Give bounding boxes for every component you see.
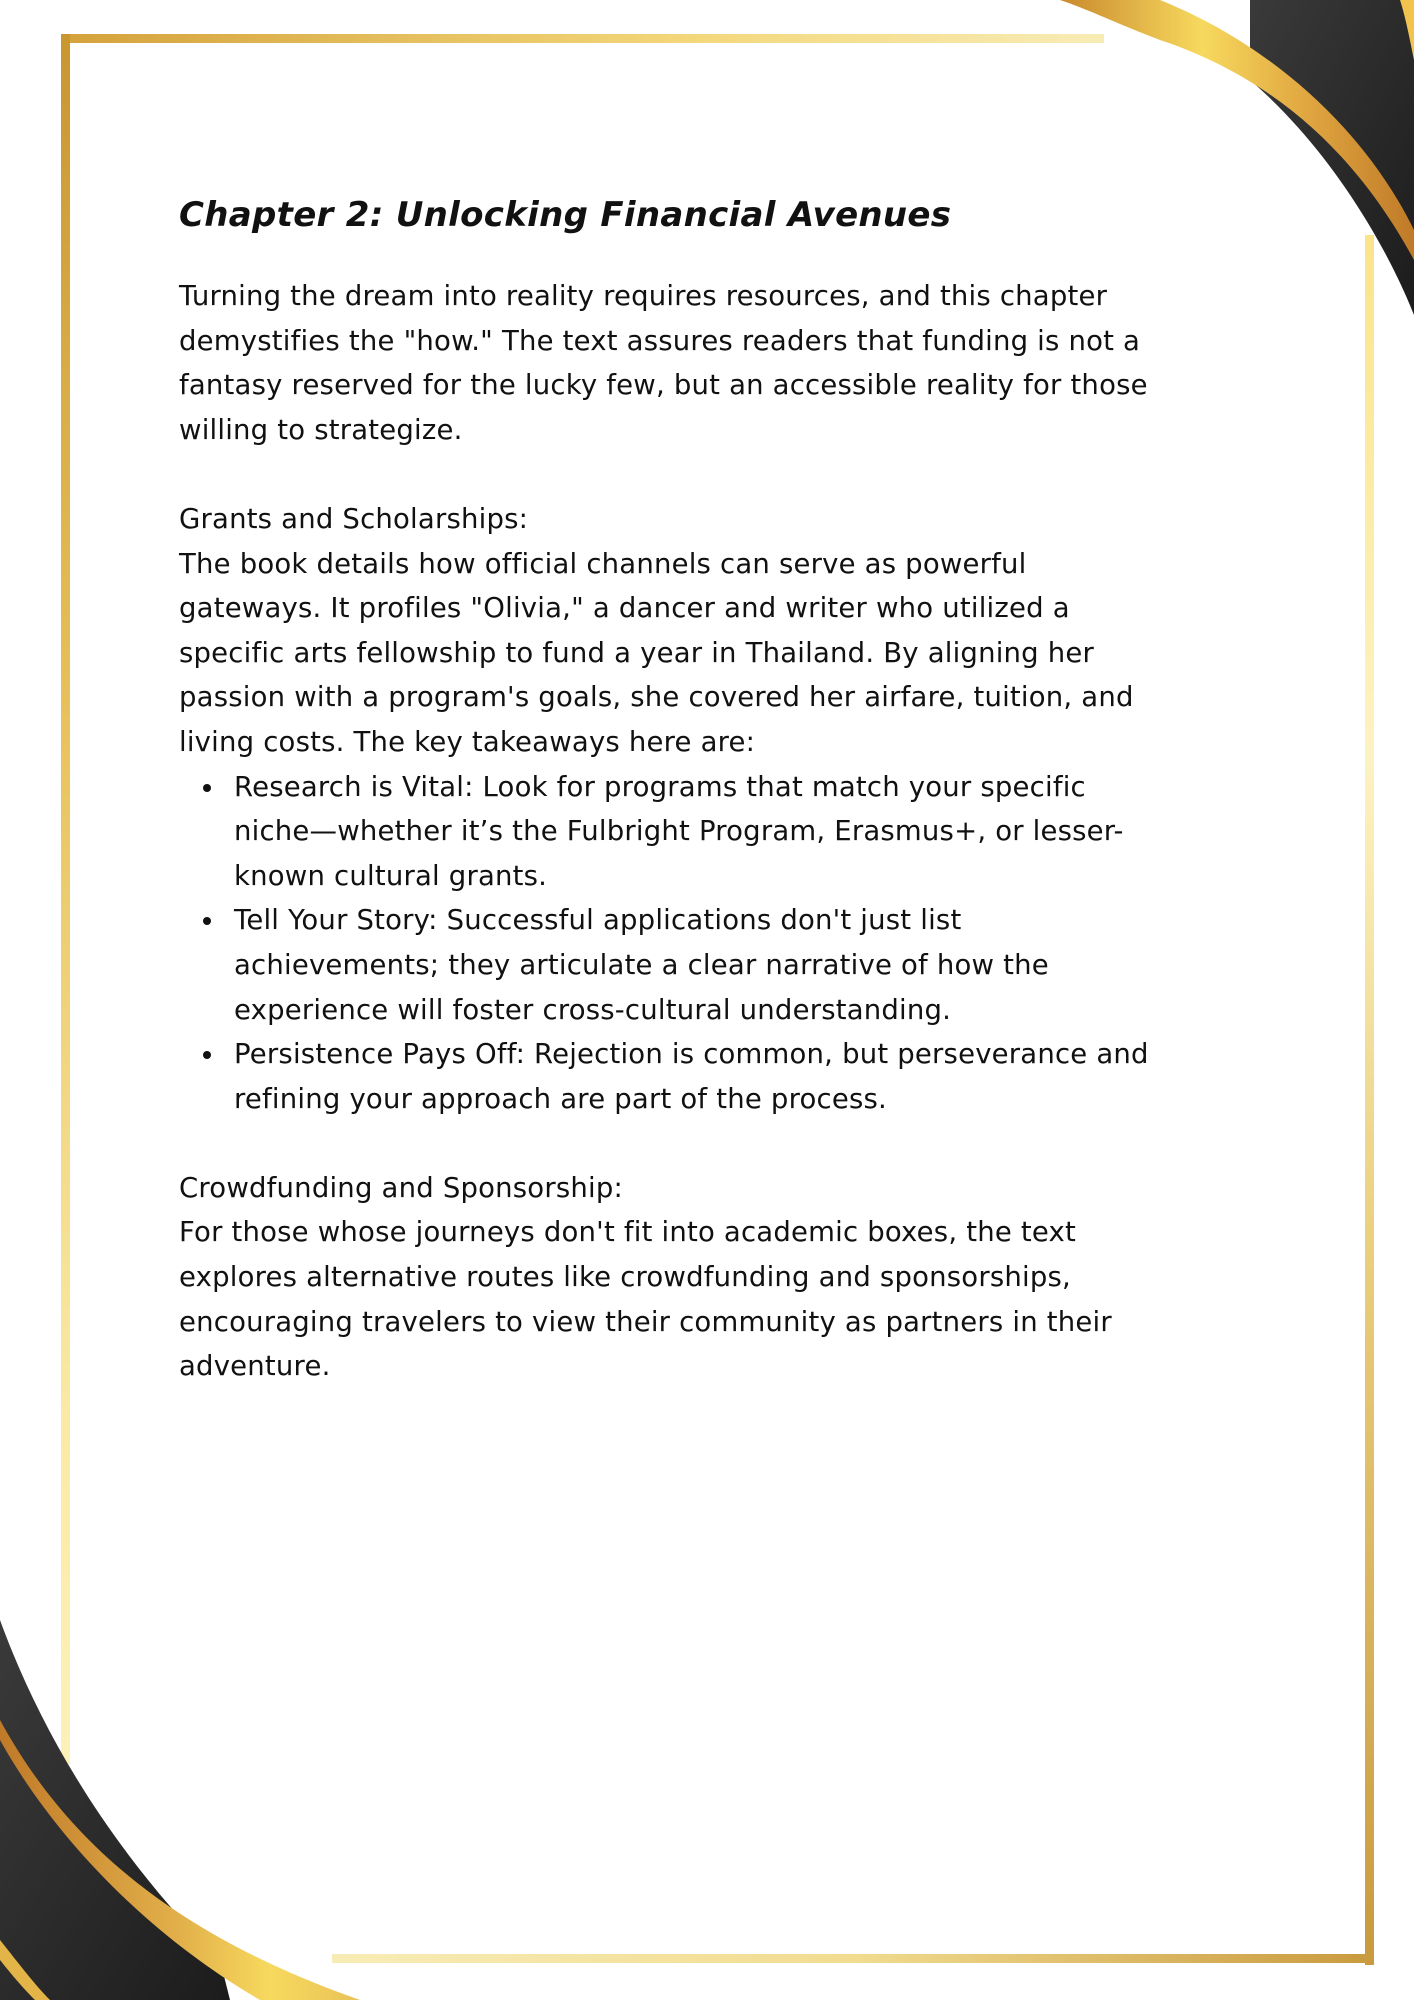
document-body — [179, 190, 1319, 1389]
list-item-line: niche—whether it’s the Fulbright Program, Erasmus+, or lesser- — [234, 815, 1124, 848]
grants-line: passion with a program's goals, she covered her airfare, tuition, and — [179, 681, 1134, 714]
list-item — [179, 898, 1319, 1032]
intro-line: fantasy reserved for the lucky few, but an accessible reality for those — [179, 369, 1148, 402]
list-item — [179, 1032, 1319, 1121]
grants-section — [179, 497, 1319, 1121]
list-item — [179, 765, 1319, 899]
bullet-icon — [203, 1051, 211, 1059]
intro-line: willing to strategize. — [179, 413, 463, 446]
intro-line: demystifies the "how." The text assures readers that funding is not a — [179, 324, 1141, 357]
list-item-line: known cultural grants. — [234, 859, 548, 892]
list-item-line: Tell Your Story: Successful applications don't just list — [234, 904, 962, 937]
frame-top-border — [62, 34, 1104, 43]
bullet-icon — [203, 784, 211, 792]
intro-line: Turning the dream into reality requires resources, and this chapter — [179, 280, 1108, 312]
grants-line: gateways. It profiles "Olivia," a dancer and writer who utilized a — [179, 592, 1070, 625]
list-item-line: experience will foster cross-cultural understanding. — [234, 993, 952, 1026]
intro-paragraph — [179, 274, 1319, 452]
bottom-left-swoosh-decoration — [0, 1600, 420, 2000]
list-item-line: Research is Vital: Look for programs that match your specific — [234, 770, 1086, 803]
list-item-line: refining your approach are part of the process. — [234, 1082, 887, 1115]
frame-bottom-border — [332, 1954, 1374, 1963]
grants-line: specific arts fellowship to fund a year in Thailand. By aligning her — [179, 636, 1095, 669]
list-item-line: Persistence Pays Off: Rejection is common, but perseverance and — [234, 1038, 1149, 1071]
crowdfunding-line: For those whose journeys don't fit into academic boxes, the text — [179, 1216, 1076, 1249]
chapter-heading: Chapter 2: Unlocking Financial Avenues — [179, 195, 952, 235]
crowdfunding-line: adventure. — [179, 1350, 331, 1383]
crowdfunding-label: Crowdfunding and Sponsorship: — [179, 1171, 623, 1204]
grants-label: Grants and Scholarships: — [179, 502, 529, 535]
bullet-icon — [203, 917, 211, 925]
grants-line: living costs. The key takeaways here are: — [179, 725, 756, 758]
crowdfunding-line: encouraging travelers to view their community as partners in their — [179, 1305, 1112, 1338]
list-item-line: achievements; they articulate a clear narrative of how the — [234, 948, 1049, 981]
frame-left-border — [61, 34, 70, 1764]
grants-line: The book details how official channels can serve as powerful — [179, 547, 1027, 580]
takeaways-list — [179, 765, 1319, 1122]
frame-right-border — [1365, 235, 1374, 1965]
crowdfunding-section — [179, 1166, 1319, 1389]
crowdfunding-line: explores alternative routes like crowdfunding and sponsorships, — [179, 1261, 1071, 1294]
